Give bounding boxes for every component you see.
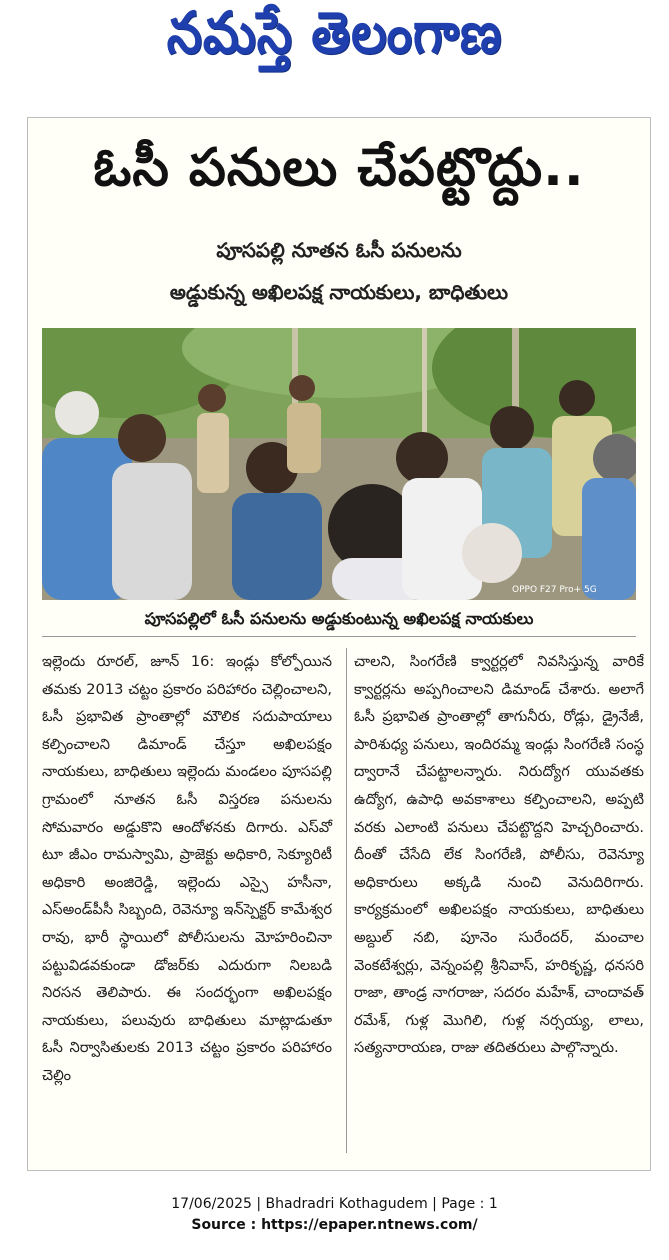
edition-info: 17/06/2025 | Bhadradri Kothagudem | Page : 1 <box>171 1196 498 1212</box>
masthead <box>0 0 669 80</box>
article-subhead-2: అడ్డుకున్న అఖిలపక్ష నాయకులు, బాధితులు <box>169 280 509 304</box>
body-paragraph-right: చాలని, సింగరేణి క్వార్టర్లలో నివసిస్తున్న వారికే క్వార్టర్లను అప్పగించాలని డిమాండ్‌ చేశారు. అలాగే ఓసీ ప్రభావిత ప్రాంతాల్లో తాగునీరు, రోడ్లు, డ్రైనేజీ, పారిశుధ్య పనులు, ఇందిరమ్మ ఇండ్లు సింగరేణి సంస్థ ద్వారానే చేపట్టాలన్నారు. నిరుద్యోగ యువతకు ఉద్యోగ, ఉపాధి అవకాశాలు కల్పించాలని, అప్పటి వరకు ఎలాంటి పనులు చేపట్టొద్దని హెచ్చరించారు. దీంతో చేసేది లేక సింగరేణి, పోలీసు, రెవెన్యూ అధికారులు అక్కడి నుంచి వెనుదిరిగారు. కార్యక్రమంలో అఖిలపక్షం నాయకులు, బాధితులు అబ్దుల్‌ నబి, పూనెం సురేందర్‌, మంచాల వెంకటేశ్వర్లు, వెన్నంపల్లి శ్రీనివాస్‌, హరికృష్ణ, ధనసరి రాజా, తాండ్ర నాగరాజు, సదరం మహేశ్‌, చాందావత్‌ రమేశ్‌, గుళ్ల మొగిలి, గుళ్ల నర్సయ్య, లాలు, సత్యనారాయణ, రాజు తదితరులు పాల్గొన్నారు. <box>354 653 644 1057</box>
article-subhead-1: పూసపల్లి నూతన ఓసీ పనులను <box>216 238 462 262</box>
column-divider <box>346 648 347 1153</box>
photo-caption: పూసపల్లిలో ఓసీ పనులను అడ్డుకుంటున్న అఖిలపక్ష నాయకులు <box>42 602 636 637</box>
body-paragraph-left: ఇల్లెందు రూరల్‌, జూన్‌ 16: ఇండ్లు కోల్పోయిన తమకు 2013 చట్టం ప్రకారం పరిహారం చెల్లించాలని, ఓసీ ప్రభావిత ప్రాంతాల్లో మౌలిక సదుపాయాలు కల్పించాలని డిమాండ్‌ చేస్తూ అఖిలపక్షం నాయకులు, బాధితులు ఇల్లెందు మండలం పూసపల్లి గ్రామంలో నూతన ఓసీ విస్తరణ పనులను సోమవారం అడ్డుకొని ఆందోళనకు దిగారు. ఎస్‌వో టూ జీఎం రామస్వామి, ప్రాజెక్టు అధికారి, సెక్యూరిటీ అధికారి అంజిరెడ్డి, ఇల్లెందు ఎస్సై హసీనా, ఎస్‌అండ్‌పీసీ సిబ్బంది, రెవెన్యూ ఇన్‌స్పెక్టర్‌ కామేశ్వర రావు, భారీ స్థాయిలో పోలీసులను మోహరించినా పట్టువిడవకుండా డోజర్‌కు ఎదురుగా నిలబడి నిరసన తెలిపారు. ఈ సందర్భంగా అఖిలపక్షం నాయకులు, పలువురు బాధితులు మాట్లాడుతూ ఓసీ నిర్వాసితులకు 2013 చట్టం ప్రకారం పరిహారం చెల్లిం <box>42 653 332 1084</box>
photo-watermark: OPPO F27 Pro+ 5G <box>512 585 597 595</box>
news-article <box>27 117 651 1171</box>
newspaper-logo: నమస్తే తెలంగాణ <box>166 0 503 66</box>
source-link[interactable]: Source : https://epaper.ntnews.com/ <box>191 1217 478 1233</box>
article-photo <box>42 328 636 600</box>
article-headline: ఓసీ పనులు చేపట్టొద్దు.. <box>93 138 585 198</box>
protest-scene-image <box>42 328 636 600</box>
article-body-right-column <box>354 648 644 1062</box>
article-body-left-column <box>42 648 332 1090</box>
